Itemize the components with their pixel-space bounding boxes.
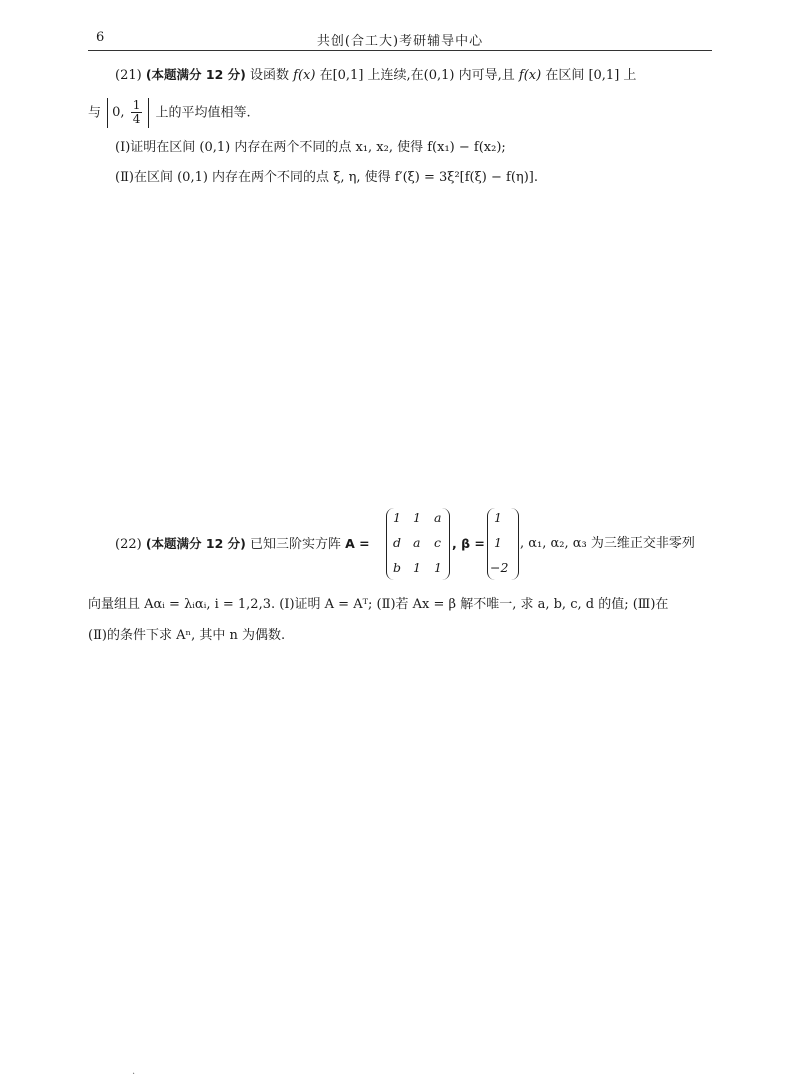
q21-part2: (Ⅱ)在区间 (0,1) 内存在两个不同的点 ξ, η, 使得 f′(ξ) = 3ξ²[f(ξ) − f(η)]. <box>115 170 538 185</box>
q21-text2: 在[0,1] 上连续,在(0,1) 内可导,且 <box>319 68 519 83</box>
matrix-A-cell: a <box>413 535 421 550</box>
beta-label-text: , β = <box>452 536 485 551</box>
q21-func2: f(x) <box>518 68 542 83</box>
q22-number: (22) <box>115 537 142 552</box>
fraction-numerator: 1 <box>132 98 141 112</box>
q21-part1: (Ⅰ)证明在区间 (0,1) 内存在两个不同的点 x₁, x₂, 使得 f(x₁) − f(x₂); <box>115 140 506 155</box>
fraction <box>131 99 143 126</box>
q21-line2-prefix: 与 <box>88 105 102 121</box>
interval-bracket <box>107 98 149 128</box>
q22-after: , α₁, α₂, α₃ 为三维正交非零列 <box>520 536 695 551</box>
matrix-A-cell: c <box>434 535 442 550</box>
q21-line2 <box>88 98 251 129</box>
q21-line2-suffix: 上的平均值相等. <box>155 105 251 121</box>
q21-text3: 在区间 [0,1] 上 <box>545 68 637 83</box>
beta-cell: −2 <box>490 560 509 575</box>
beta-cell: 1 <box>494 535 502 550</box>
header-title: 共创(合工大)考研辅导中心 <box>316 34 484 49</box>
beta-label <box>452 535 485 554</box>
matrix-A-cell: d <box>393 535 402 550</box>
q21-score: (本题满分 12 分) <box>145 67 246 82</box>
matrix-A-cell: b <box>393 560 402 575</box>
matrix-A-cell: a <box>434 510 442 525</box>
page-number: 6 <box>96 30 105 45</box>
vector-beta <box>487 508 519 580</box>
q22-line1 <box>115 535 370 554</box>
q22-line3: (Ⅱ)的条件下求 Aⁿ, 其中 n 为偶数. <box>88 628 286 643</box>
beta-cell: 1 <box>494 510 502 525</box>
q22-A-label: A = <box>345 536 370 551</box>
q21-number: (21) <box>115 68 142 83</box>
q22-score: (本题满分 12 分) <box>145 536 246 551</box>
matrix-A-cell: 1 <box>413 510 421 525</box>
page-header <box>88 28 712 51</box>
matrix-A-cell: 1 <box>413 560 421 575</box>
fraction-denominator: 4 <box>132 112 141 126</box>
matrix-A <box>386 508 450 580</box>
matrix-A-cell: 1 <box>434 560 442 575</box>
q21-line1 <box>115 66 636 85</box>
matrix-A-cell: 1 <box>393 510 401 525</box>
footer-mark: . <box>132 1066 136 1077</box>
q21-text1: 设函数 <box>250 68 294 83</box>
q22-text1: 已知三阶实方阵 <box>250 537 346 552</box>
interval-left: 0, <box>112 105 125 120</box>
q21-func1: f(x) <box>293 68 316 83</box>
q22-line2: 向量组且 Aαᵢ = λᵢαᵢ, i = 1,2,3. (Ⅰ)证明 A = Aᵀ; (Ⅱ)若 Ax = β 解不唯一, 求 a, b, c, d 的值; (Ⅲ)在 <box>88 597 669 612</box>
